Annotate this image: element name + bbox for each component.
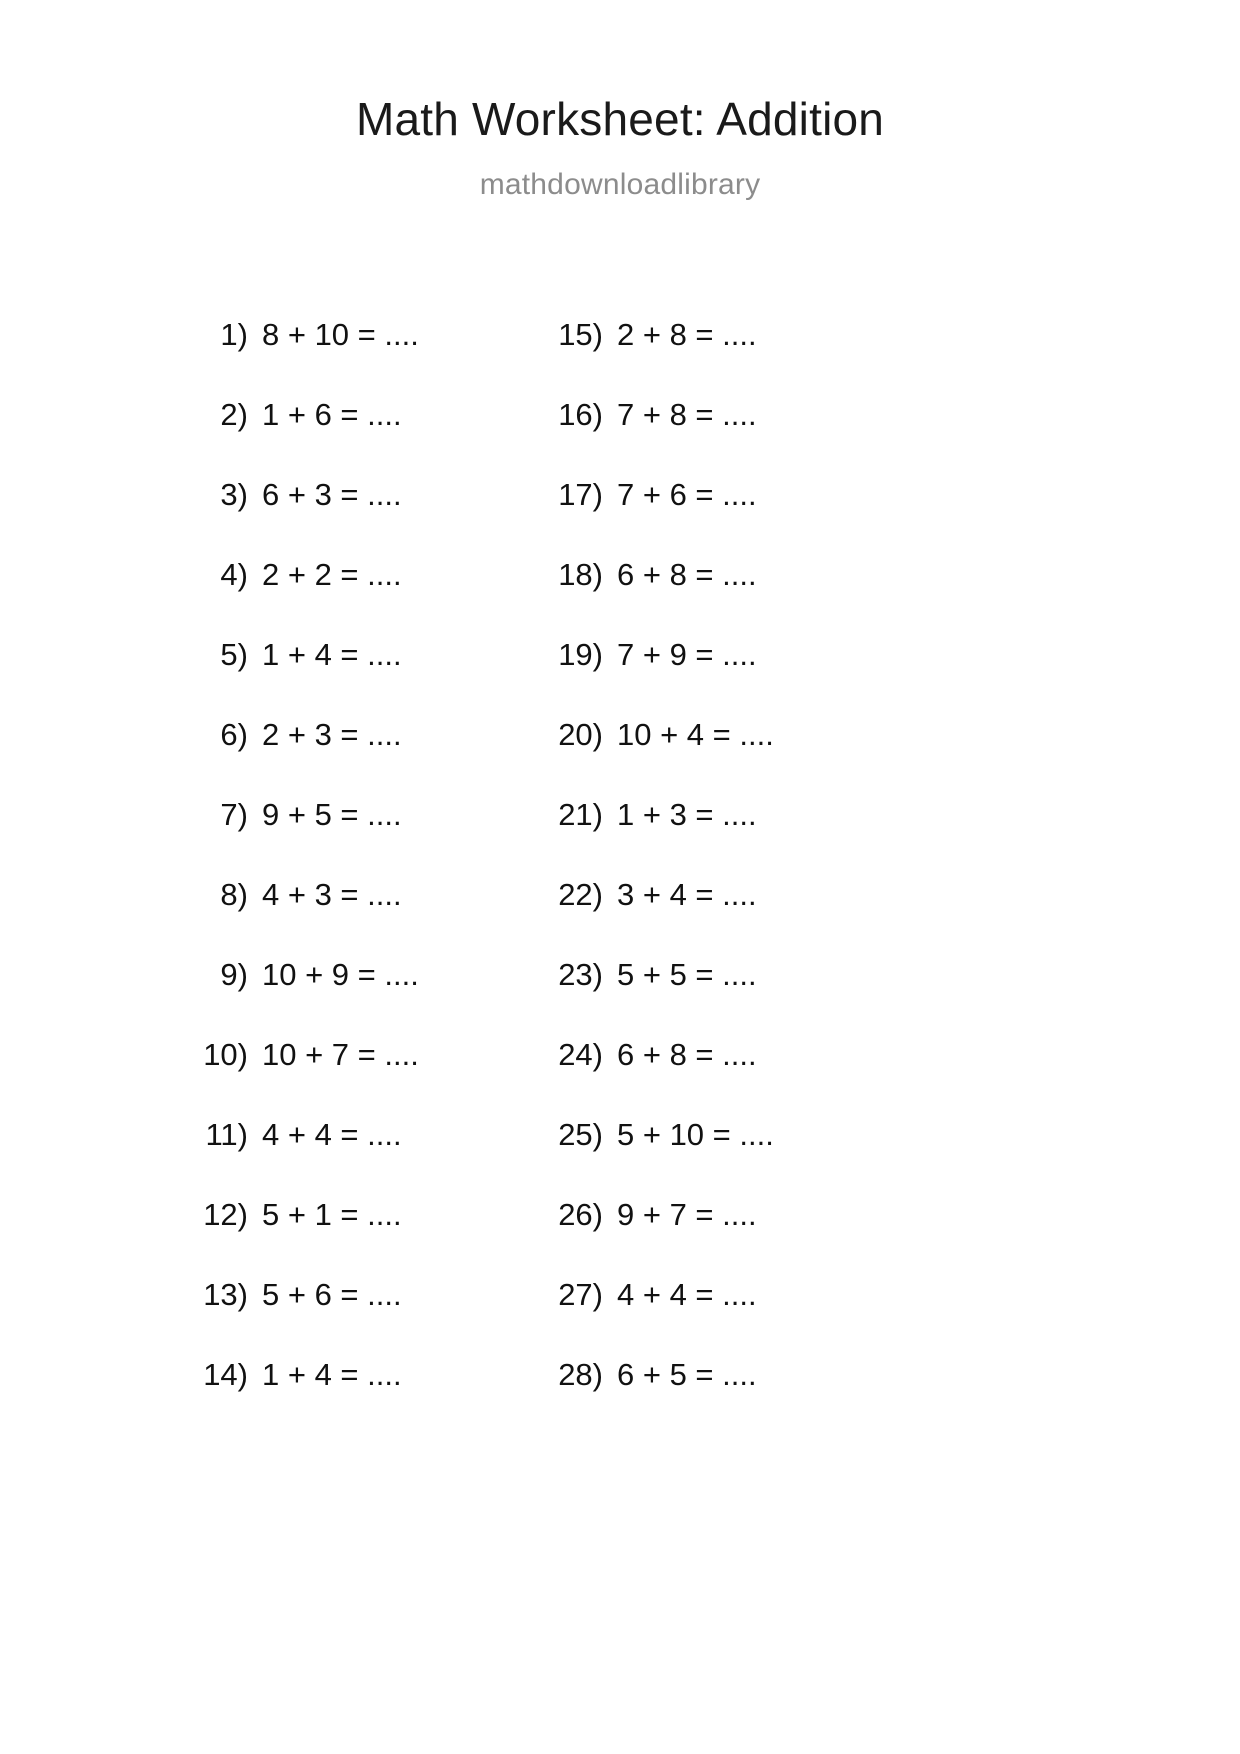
problem-expression: 5 + 5 = .... [617, 956, 757, 992]
problem-expression: 6 + 8 = .... [617, 556, 757, 592]
problem-item [545, 454, 980, 534]
problem-number: 5) [220, 636, 248, 672]
problem-expression: 6 + 8 = .... [617, 1036, 757, 1072]
problem-number: 19) [558, 636, 603, 672]
problem-expression: 5 + 6 = .... [262, 1276, 402, 1312]
problem-number: 22) [558, 876, 603, 912]
problem-expression: 7 + 9 = .... [617, 636, 757, 672]
problem-column-right [480, 294, 980, 1414]
problem-column-left [0, 294, 480, 1414]
problem-item [545, 534, 980, 614]
problem-number: 12) [203, 1196, 248, 1232]
problem-number: 16) [558, 396, 603, 432]
problem-item [190, 454, 480, 534]
problem-expression: 10 + 7 = .... [262, 1036, 419, 1072]
problem-number: 2) [220, 396, 248, 432]
problem-number: 1) [220, 316, 248, 352]
problem-item [545, 1254, 980, 1334]
problem-item [190, 294, 480, 374]
problem-expression: 7 + 8 = .... [617, 396, 757, 432]
problem-item [545, 374, 980, 454]
problem-number: 28) [558, 1356, 603, 1392]
problem-expression: 4 + 4 = .... [262, 1116, 402, 1152]
problem-expression: 1 + 4 = .... [262, 636, 402, 672]
problem-number: 10) [203, 1036, 248, 1072]
problem-columns [0, 202, 1240, 1414]
problem-item [190, 1014, 480, 1094]
problem-item [190, 614, 480, 694]
problem-number: 6) [220, 716, 248, 752]
problem-expression: 2 + 8 = .... [617, 316, 757, 352]
problem-expression: 4 + 4 = .... [617, 1276, 757, 1312]
problem-number: 23) [558, 956, 603, 992]
problem-number: 13) [203, 1276, 248, 1312]
problem-number: 20) [558, 716, 603, 752]
problem-expression: 7 + 6 = .... [617, 476, 757, 512]
problem-number: 11) [205, 1116, 248, 1152]
problem-item [190, 1334, 480, 1414]
problem-item [190, 534, 480, 614]
problem-expression: 1 + 4 = .... [262, 1356, 402, 1392]
page-subtitle: mathdownloadlibrary [479, 168, 761, 201]
problem-expression: 1 + 3 = .... [617, 796, 757, 832]
problem-number: 3) [220, 476, 248, 512]
problem-item [545, 854, 980, 934]
problem-item [190, 374, 480, 454]
problem-expression: 2 + 3 = .... [262, 716, 402, 752]
problem-item [190, 934, 480, 1014]
problem-expression: 4 + 3 = .... [262, 876, 402, 912]
problem-item [190, 854, 480, 934]
problem-expression: 3 + 4 = .... [617, 876, 757, 912]
problem-number: 4) [220, 556, 248, 592]
problem-number: 27) [558, 1276, 603, 1312]
problem-expression: 9 + 7 = .... [617, 1196, 757, 1232]
problem-expression: 10 + 4 = .... [617, 716, 774, 752]
problem-item [190, 1254, 480, 1334]
problem-expression: 2 + 2 = .... [262, 556, 402, 592]
problem-number: 15) [558, 316, 603, 352]
problem-number: 18) [558, 556, 603, 592]
problem-number: 26) [558, 1196, 603, 1232]
problem-item [545, 614, 980, 694]
problem-item [190, 774, 480, 854]
problem-item [545, 934, 980, 1014]
problem-item [545, 1174, 980, 1254]
problem-item [190, 694, 480, 774]
problem-item [545, 694, 980, 774]
problem-expression: 8 + 10 = .... [262, 316, 419, 352]
problem-item [545, 1334, 980, 1414]
problem-item [545, 1014, 980, 1094]
problem-number: 9) [220, 956, 248, 992]
problem-expression: 5 + 1 = .... [262, 1196, 402, 1232]
problem-number: 7) [220, 796, 248, 832]
page-title: Math Worksheet: Addition [355, 93, 885, 145]
problem-number: 21) [558, 796, 603, 832]
problem-number: 24) [558, 1036, 603, 1072]
problem-item [545, 1094, 980, 1174]
problem-expression: 6 + 5 = .... [617, 1356, 757, 1392]
problem-expression: 5 + 10 = .... [617, 1116, 774, 1152]
problem-item [545, 294, 980, 374]
problem-number: 25) [558, 1116, 603, 1152]
problem-expression: 6 + 3 = .... [262, 476, 402, 512]
problem-expression: 1 + 6 = .... [262, 396, 402, 432]
problem-item [190, 1174, 480, 1254]
problem-number: 17) [558, 476, 603, 512]
problem-number: 8) [220, 876, 248, 912]
problem-expression: 9 + 5 = .... [262, 796, 402, 832]
problem-number: 14) [203, 1356, 248, 1392]
problem-expression: 10 + 9 = .... [262, 956, 419, 992]
problem-item [190, 1094, 480, 1174]
problem-item [545, 774, 980, 854]
